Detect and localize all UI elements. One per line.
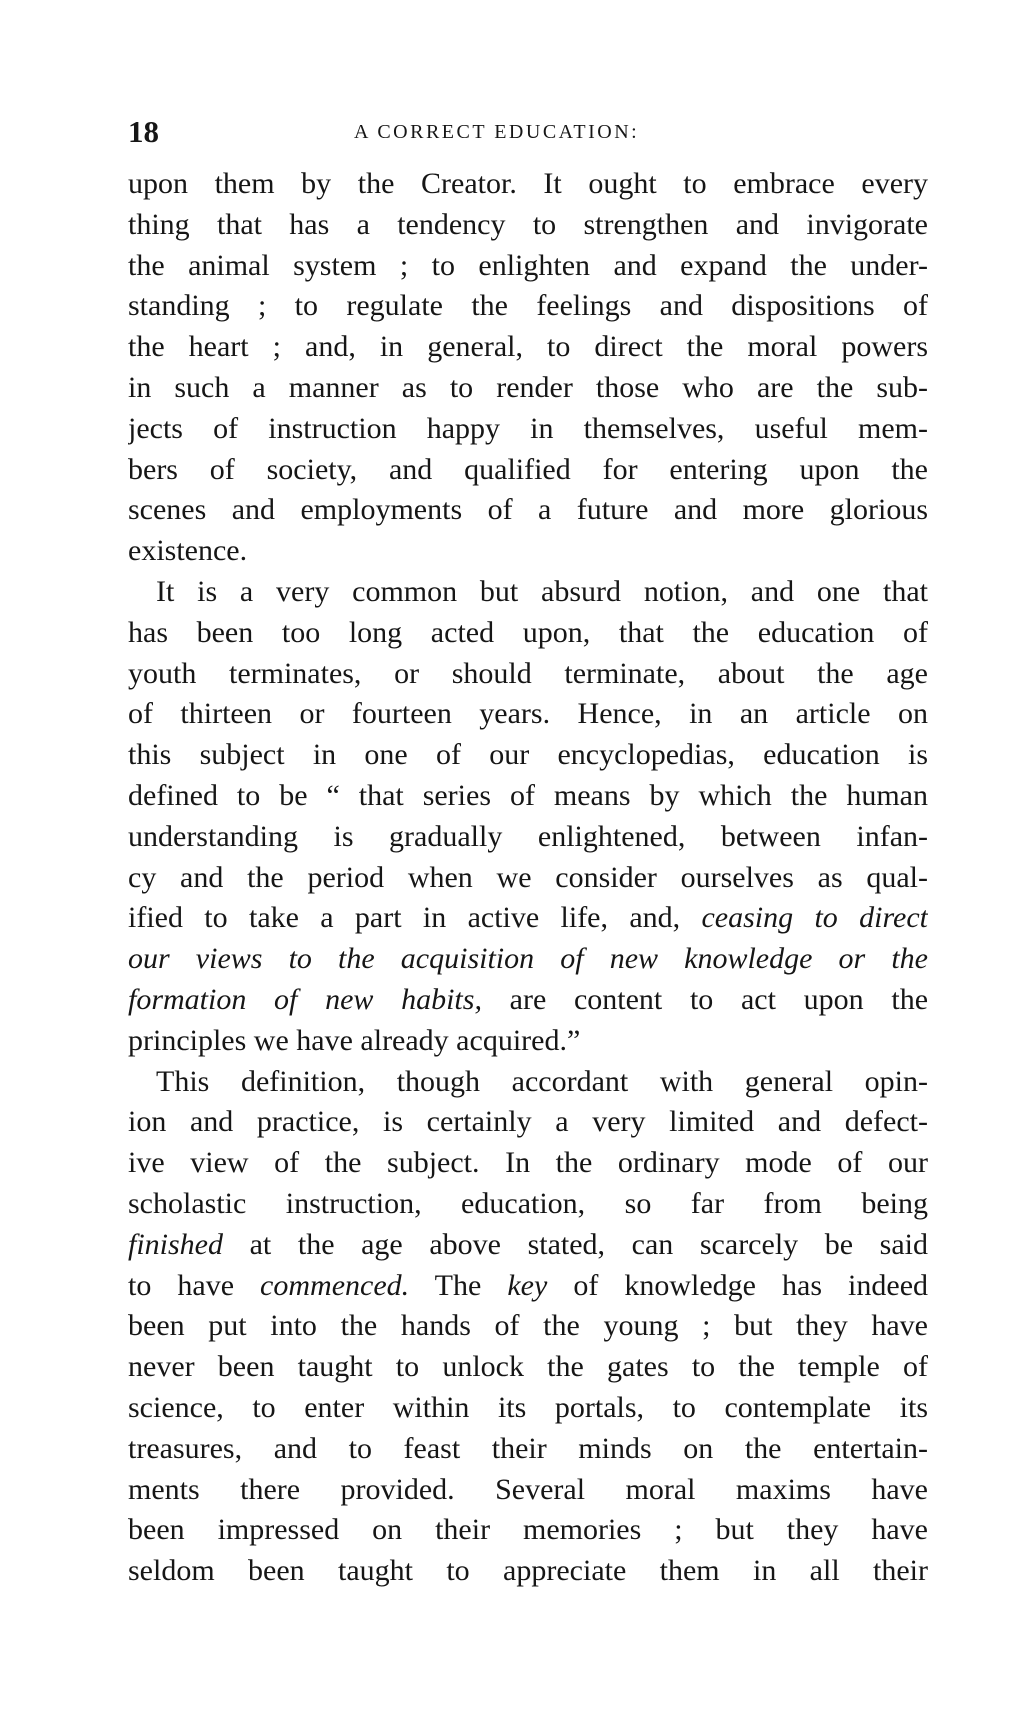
text-line — [128, 1143, 928, 1184]
line-text: defined to be “ that series of means by which the human — [128, 778, 928, 812]
text-line — [128, 654, 928, 695]
text-line — [128, 1225, 928, 1266]
line-text: science, to enter within its portals, to contemplate its — [128, 1390, 928, 1424]
italic-phrase: our views to the acquisition of new knowledge or the — [128, 942, 928, 976]
line-text: been impressed on their memories ; but they have — [128, 1513, 928, 1547]
text-line — [128, 1470, 928, 1511]
text-line — [128, 613, 928, 654]
line-text: the heart ; and, in general, to direct the moral powers — [128, 330, 928, 364]
line-text: are content to act upon the — [481, 982, 928, 1016]
line-text: bers of society, and qualified for entering upon the — [128, 452, 928, 486]
page-number: 18 — [128, 114, 159, 149]
line-text: at the age above stated, can scarcely be said — [223, 1227, 928, 1261]
text-line — [128, 205, 928, 246]
line-text: ified to take a part in active life, and, — [128, 901, 702, 935]
line-text: been put into the hands of the young ; but they have — [128, 1309, 928, 1343]
text-line — [128, 1551, 928, 1592]
text-line — [128, 898, 928, 939]
italic-phrase: key — [507, 1268, 548, 1302]
text-line — [128, 246, 928, 287]
line-text: understanding is gradually enlightened, between infan- — [128, 819, 928, 853]
text-line — [128, 1510, 928, 1551]
line-text: never been taught to unlock the gates to the temple of — [128, 1350, 928, 1384]
text-line — [128, 368, 928, 409]
line-text: youth terminates, or should terminate, about the age — [128, 656, 928, 690]
text-line — [128, 858, 928, 899]
italic-phrase: ceasing to direct — [701, 901, 928, 935]
line-text: ion and practice, is certainly a very limited and defect- — [128, 1105, 928, 1139]
line-text: of thirteen or fourteen years. Hence, in an article on — [128, 697, 928, 731]
text-line — [128, 939, 928, 980]
line-text: upon them by the Creator. It ought to embrace every — [128, 167, 928, 200]
line-text: principles we have already acquired.” — [128, 1023, 581, 1057]
line-text: ments there provided. Several moral maxims have — [128, 1472, 928, 1506]
text-line — [128, 1062, 928, 1103]
text-line — [128, 1184, 928, 1225]
line-text: this subject in one of our encyclopedias, education is — [128, 738, 928, 772]
text-line — [128, 164, 928, 205]
text-line — [128, 1306, 928, 1347]
text-line — [128, 1388, 928, 1429]
italic-phrase: commenced. — [260, 1268, 410, 1302]
text-line — [128, 409, 928, 450]
line-text: of knowledge has indeed — [547, 1268, 928, 1302]
line-text: seldom been taught to appreciate them in all their — [128, 1554, 928, 1588]
text-line — [128, 694, 928, 735]
text-line — [128, 531, 928, 572]
text-line — [128, 1347, 928, 1388]
line-text: standing ; to regulate the feelings and dispositions of — [128, 289, 928, 323]
running-head — [128, 112, 928, 152]
italic-phrase: finished — [128, 1227, 223, 1261]
text-line — [128, 490, 928, 531]
line-text: scholastic instruction, education, so far from being — [128, 1186, 928, 1220]
line-text: The — [409, 1268, 508, 1302]
line-text: to have — [128, 1268, 261, 1302]
line-text: scenes and employments of a future and more glorious — [128, 493, 928, 527]
text-line — [128, 450, 928, 491]
line-text: It is a very common but absurd notion, and one that — [156, 574, 928, 608]
italic-phrase: formation of new habits, — [128, 982, 482, 1016]
text-line — [128, 327, 928, 368]
line-text: treasures, and to feast their minds on the entertain- — [128, 1431, 928, 1465]
text-line — [128, 1429, 928, 1470]
line-text: This definition, though accordant with general opin- — [156, 1064, 928, 1098]
text-line — [128, 980, 928, 1021]
text-line — [128, 735, 928, 776]
text-line — [128, 1021, 928, 1062]
text-line — [128, 1266, 928, 1307]
line-text: thing that has a tendency to strengthen and invigorate — [128, 207, 928, 241]
text-line — [128, 776, 928, 817]
text-line — [128, 1102, 928, 1143]
text-line — [128, 572, 928, 613]
text-line — [128, 286, 928, 327]
line-text: jects of instruction happy in themselves, useful mem- — [128, 411, 928, 445]
line-text: has been too long acted upon, that the education of — [128, 615, 928, 649]
line-text: cy and the period when we consider ourselves as qual- — [128, 860, 928, 894]
line-text: in such a manner as to render those who are the sub- — [128, 370, 928, 404]
body-text — [128, 164, 928, 1592]
text-line — [128, 817, 928, 858]
line-text: ive view of the subject. In the ordinary mode of our — [128, 1146, 928, 1180]
running-title: A CORRECT EDUCATION: — [354, 121, 640, 143]
line-text: the animal system ; to enlighten and expand the under- — [128, 248, 928, 282]
line-text: existence. — [128, 534, 248, 568]
